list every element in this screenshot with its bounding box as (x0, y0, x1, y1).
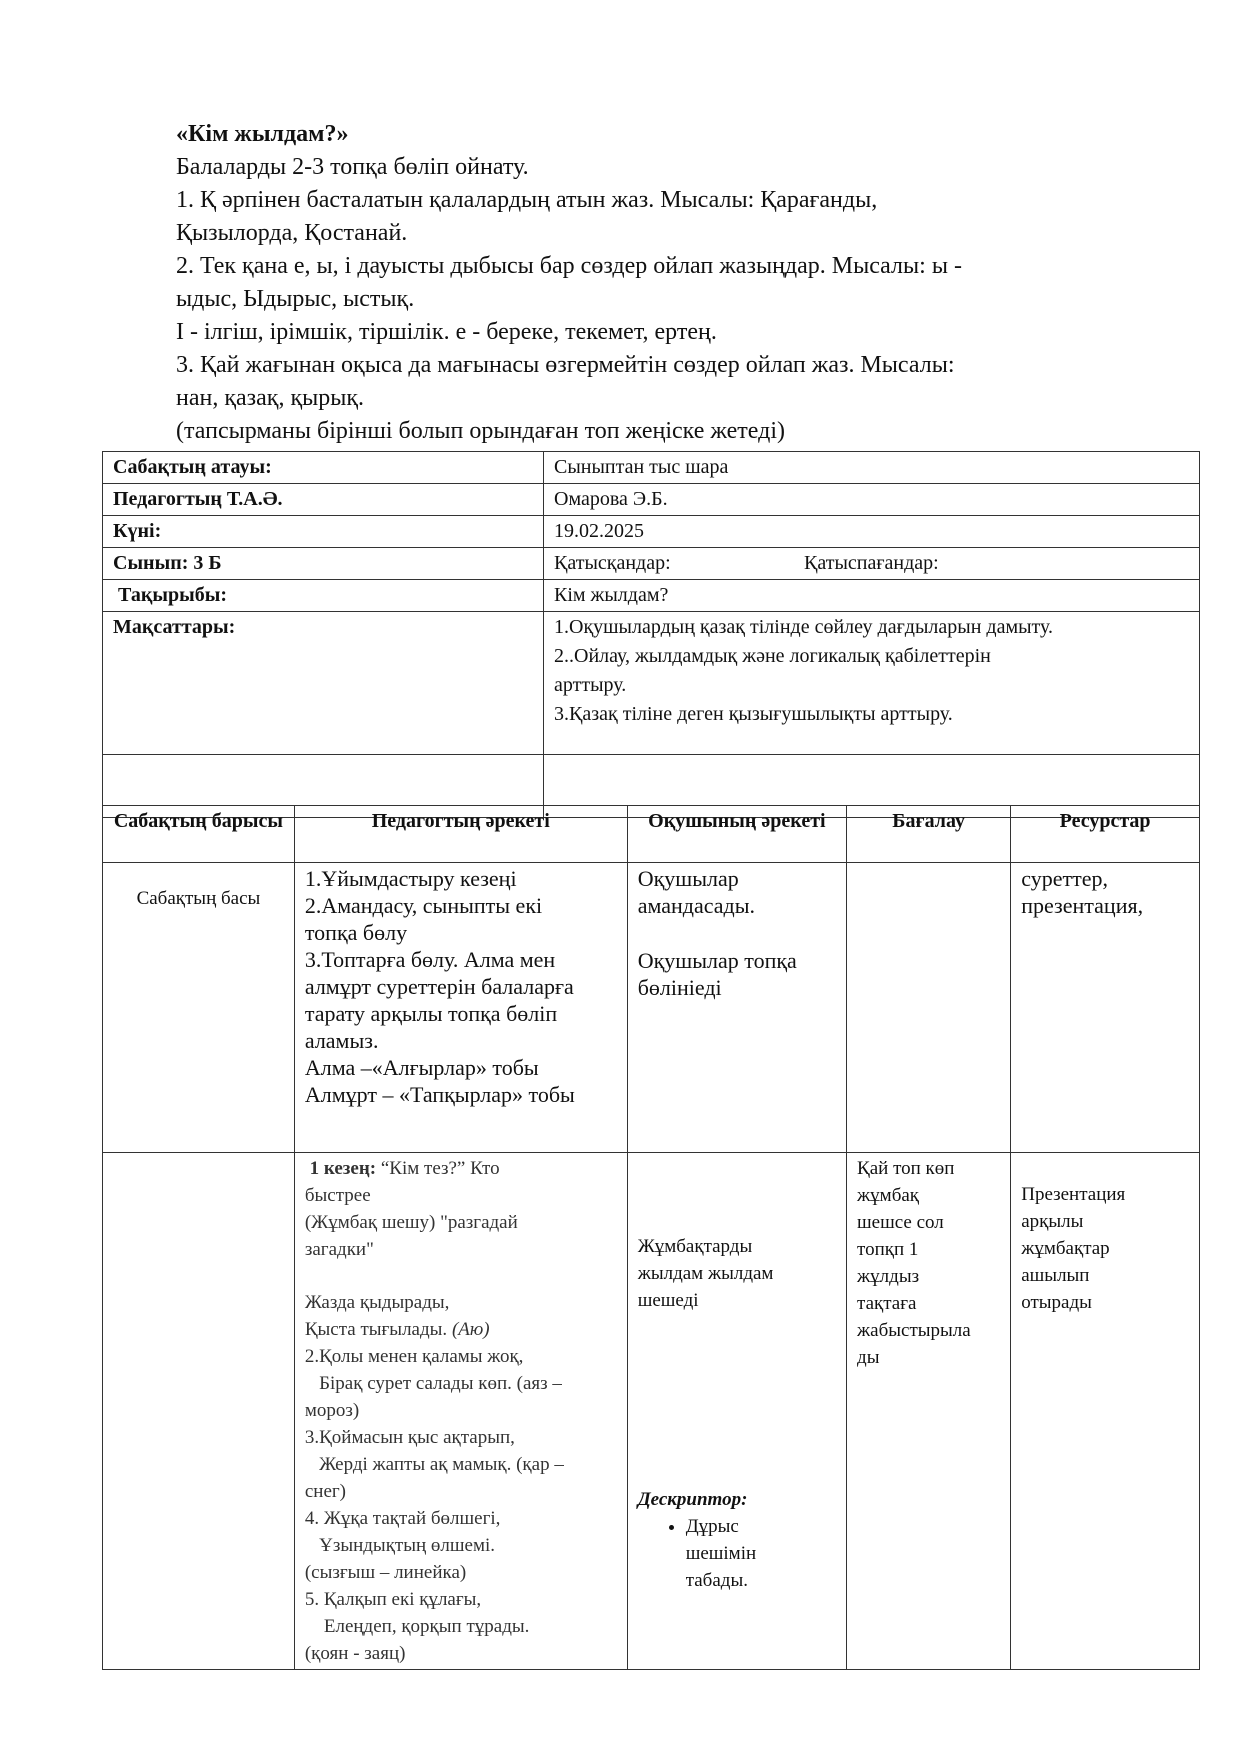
student-line: Оқушылар топқа (637, 948, 797, 973)
header-teacher: Педагогтың әрекеті (294, 806, 627, 863)
riddle-line: Елеңдеп, қорқып тұрады. (304, 1616, 530, 1637)
teacher-line (305, 1316, 617, 1343)
goal-item: арттыру. (554, 674, 627, 696)
assessment-line: топқп 1 (857, 1239, 919, 1260)
spacer (638, 1314, 836, 1486)
present-label: Қатысқандар: (554, 552, 671, 574)
resource-line: презентация, (1021, 893, 1144, 918)
header-assessment: Бағалау (847, 806, 1011, 863)
assessment-cell (847, 1153, 1011, 1670)
student-cell (627, 1153, 846, 1670)
assessment-cell (847, 863, 1011, 1153)
riddle-line: снег) (304, 1481, 347, 1502)
intro-line: ыдыс, Ыдырыс, ыстық. (176, 286, 415, 312)
resource-line: суреттер, (1021, 866, 1108, 891)
assessment-line: жабыстырыла (857, 1320, 971, 1341)
goals-list (544, 612, 1200, 755)
teacher-line: аламыз. (304, 1028, 379, 1053)
plan-row-stage1 (103, 1153, 1200, 1670)
teacher-line: Алмұрт – «Тапқырлар» тобы (304, 1082, 575, 1107)
riddle-line: 5. Қалқып екі құлағы, (304, 1589, 482, 1610)
intro-title: «Кім жылдам?» (176, 121, 349, 147)
info-row (103, 548, 1200, 580)
resources-cell (1011, 863, 1200, 1153)
info-value (544, 548, 1200, 580)
info-row (103, 452, 1200, 484)
riddle-line: Бірақ сурет салады көп. (аяз – (304, 1373, 562, 1394)
descriptor-item: • Дұрыс шешімін табады. (686, 1513, 776, 1594)
intro-line: Балаларды 2-3 топқа бөліп ойнату. (176, 154, 529, 180)
goal-item: 1.Оқушылардың қазақ тілінде сөйлеу дағдыларын дамыту. (554, 616, 1054, 638)
info-row (103, 580, 1200, 612)
teacher-cell (294, 1153, 627, 1670)
spacer (638, 1155, 836, 1233)
teacher-line: 1.Ұйымдастыру кезеңі (304, 866, 517, 891)
student-line: жылдам жылдам (637, 1263, 774, 1284)
student-line: Оқушылар (637, 866, 739, 891)
info-label: Сынып: 3 Б (103, 548, 544, 580)
teacher-cell (294, 863, 627, 1153)
intro-line: 2. Тек қана е, ы, і дауысты дыбысы бар сөздер ойлап жазыңдар. Мысалы: ы - (176, 253, 962, 279)
info-value: Омарова Э.Б. (544, 484, 1200, 516)
spacer (305, 1263, 617, 1289)
lesson-plan-table (102, 805, 1200, 1670)
teacher-line: 2.Амандасу, сыныпты екі (304, 893, 543, 918)
stage-cell (103, 1153, 295, 1670)
info-value: Сыныптан тыс шара (544, 452, 1200, 484)
resource-line: Презентация (1021, 1184, 1126, 1205)
intro-line: (тапсырманы бірінші болып орындаған топ жеңіске жетеді) (176, 418, 785, 444)
assessment-line: жұлдыз (857, 1266, 920, 1287)
stage-label: Сабақтың басы (136, 888, 261, 909)
resources-cell (1011, 1153, 1200, 1670)
stage-cell (103, 863, 295, 1153)
descriptor-list (638, 1513, 836, 1594)
info-row (103, 484, 1200, 516)
info-row (103, 516, 1200, 548)
plan-row-start (103, 863, 1200, 1153)
info-value: 19.02.2025 (544, 516, 1200, 548)
stage-title-rest: “Кім тез?” Кто (376, 1158, 500, 1179)
resource-line: жұмбақтар (1021, 1238, 1110, 1259)
lesson-info-table (102, 451, 1200, 818)
intro-line: Қызылорда, Қостанай. (176, 220, 408, 246)
teacher-line: топқа бөлу (304, 920, 408, 945)
teacher-line: Алма –«Алғырлар» тобы (304, 1055, 539, 1080)
info-label: Күні: (103, 516, 544, 548)
riddle-line: мороз) (304, 1400, 360, 1421)
teacher-line: алмұрт суреттерін балаларға (304, 974, 574, 999)
teacher-line: тарату арқылы топқа бөліп (304, 1001, 558, 1026)
goals-row (103, 612, 1200, 755)
teacher-line: Жазда қыдырады, (304, 1292, 450, 1313)
header-stage: Сабақтың барысы (103, 806, 295, 863)
riddle-line: (сызғыш – линейка) (304, 1562, 467, 1583)
absent-label: Қатыспағандар: (804, 552, 939, 574)
teacher-line: (Жұмбақ шешу) "разгадай (304, 1212, 518, 1233)
info-value: Кім жылдам? (544, 580, 1200, 612)
student-line: шешеді (637, 1290, 699, 1311)
header-student: Оқушының әрекеті (627, 806, 846, 863)
intro-line: І - ілгіш, ірімшік, тіршілік. е - береке, текемет, ертең. (176, 319, 717, 345)
riddle-text: Қыста тығылады. (304, 1319, 452, 1340)
assessment-line: тақтаға (857, 1293, 917, 1314)
info-label: Сабақтың атауы: (103, 452, 544, 484)
goal-item: 3.Қазақ тіліне деген қызығушылықты арттыру. (554, 703, 953, 725)
assessment-line: Қай топ көп (857, 1158, 955, 1179)
riddle-line: (қоян - заяц) (304, 1643, 406, 1664)
stage-title-bold: 1 кезең: (309, 1158, 377, 1179)
riddle-line: 3.Қоймасын қыс ақтарып, (304, 1427, 515, 1448)
spacer (638, 919, 836, 947)
resource-line: отырады (1021, 1292, 1092, 1313)
stage-title (305, 1155, 617, 1182)
student-line: бөлініеді (637, 975, 722, 1000)
plan-header-row (103, 806, 1200, 863)
intro-line: 1. Қ әрпінен басталатын қалалардың атын жаз. Мысалы: Қарағанды, (176, 187, 878, 213)
info-label: Тақырыбы: (103, 580, 544, 612)
assessment-line: шешсе сол (857, 1212, 944, 1233)
teacher-line: быстрее (304, 1185, 371, 1206)
riddle-line: Ұзындықтың өлшемі. (304, 1535, 496, 1556)
student-line: амандасады. (637, 893, 756, 918)
goal-item: 2..Ойлау, жылдамдық және логикалық қабілеттерін (554, 645, 991, 667)
assessment-line: ды (857, 1347, 880, 1368)
teacher-line: загадки" (304, 1239, 374, 1260)
riddle-line: Жерді жапты ақ мамық. (қар – (304, 1454, 564, 1475)
header-resources: Ресурстар (1011, 806, 1200, 863)
intro-line: нан, қазақ, қырық. (176, 385, 365, 411)
resource-line: ашылып (1021, 1265, 1090, 1286)
riddle-line: 4. Жұқа тақтай бөлшегі, (304, 1508, 501, 1529)
student-cell (627, 863, 846, 1153)
spacer (1021, 1155, 1189, 1181)
teacher-line: 3.Топтарға бөлу. Алма мен (304, 947, 556, 972)
student-line: Жұмбақтарды (637, 1236, 753, 1257)
intro-line: 3. Қай жағынан оқыса да мағынасы өзгермейтін сөздер ойлап жаз. Мысалы: (176, 352, 955, 378)
info-label: Педагогтың Т.А.Ә. (103, 484, 544, 516)
assessment-line: жұмбақ (857, 1185, 920, 1206)
riddle-answer: (Аю) (451, 1319, 490, 1340)
riddle-line: 2.Қолы менен қаламы жоқ, (304, 1346, 524, 1367)
descriptor-label: Дескриптор: (637, 1489, 748, 1510)
resource-line: арқылы (1021, 1211, 1084, 1232)
intro-text (176, 118, 1136, 448)
goals-label: Мақсаттары: (103, 612, 544, 755)
